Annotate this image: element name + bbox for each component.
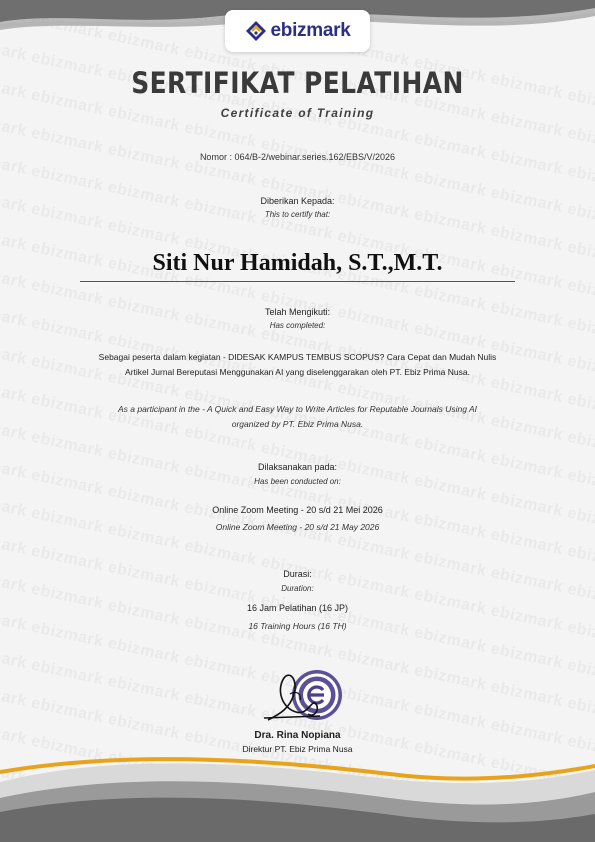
conducted-label-en: Has been conducted on:	[254, 477, 341, 486]
name-underline	[80, 281, 515, 282]
conducted-value: Online Zoom Meeting - 20 s/d 21 Mei 2026	[212, 505, 383, 515]
logo-text: ebizmark	[270, 20, 351, 41]
recipient-name: Siti Nur Hamidah, S.T.,M.T.	[152, 250, 443, 276]
certificate-subtitle: Certificate of Training	[220, 106, 375, 120]
completed-label-en: Has completed:	[269, 321, 326, 330]
duration-value-en: 16 Training Hours (16 TH)	[248, 621, 347, 631]
signer-role: Direktur PT. Ebiz Prima Nusa	[242, 744, 353, 754]
conducted-value-en: Online Zoom Meeting - 20 s/d 21 May 2026	[215, 522, 380, 532]
given-to-label-en: This to certify that:	[264, 210, 331, 219]
conducted-label: Dilaksanakan pada:	[257, 462, 338, 472]
duration-label-en: Duration:	[281, 584, 314, 593]
signer-name: Dra. Rina Nopiana	[254, 730, 341, 741]
completed-label: Telah Mengikuti:	[264, 307, 331, 317]
duration-label: Durasi:	[283, 569, 312, 579]
certificate-number: Nomor : 064/B-2/webinar.series.162/EBS/V/2026	[199, 152, 396, 162]
description-line-2: Artikel Jurnal Bereputasi Menggunakan AI yang diselenggarakan oleh PT. Ebiz Prima Nusa.	[125, 367, 470, 377]
description-en-line-2: organized by PT. Ebiz Prima Nusa.	[231, 419, 364, 429]
description-en-line-1: As a participant in the - A Quick and Easy Way to Write Articles for Reputable Journals Using AI	[117, 404, 478, 414]
description-line-1: Sebagai peserta dalam kegiatan - DIDESAK KAMPUS TEMBUS SCOPUS? Cara Cepat dan Mudah Nulis	[98, 352, 497, 362]
signature-mark	[260, 664, 335, 728]
given-to-label: Diberikan Kepada:	[260, 196, 335, 206]
duration-value: 16 Jam Pelatihan (16 JP)	[246, 603, 349, 613]
certificate-title: SERTIFIKAT PELATIHAN	[131, 66, 464, 100]
